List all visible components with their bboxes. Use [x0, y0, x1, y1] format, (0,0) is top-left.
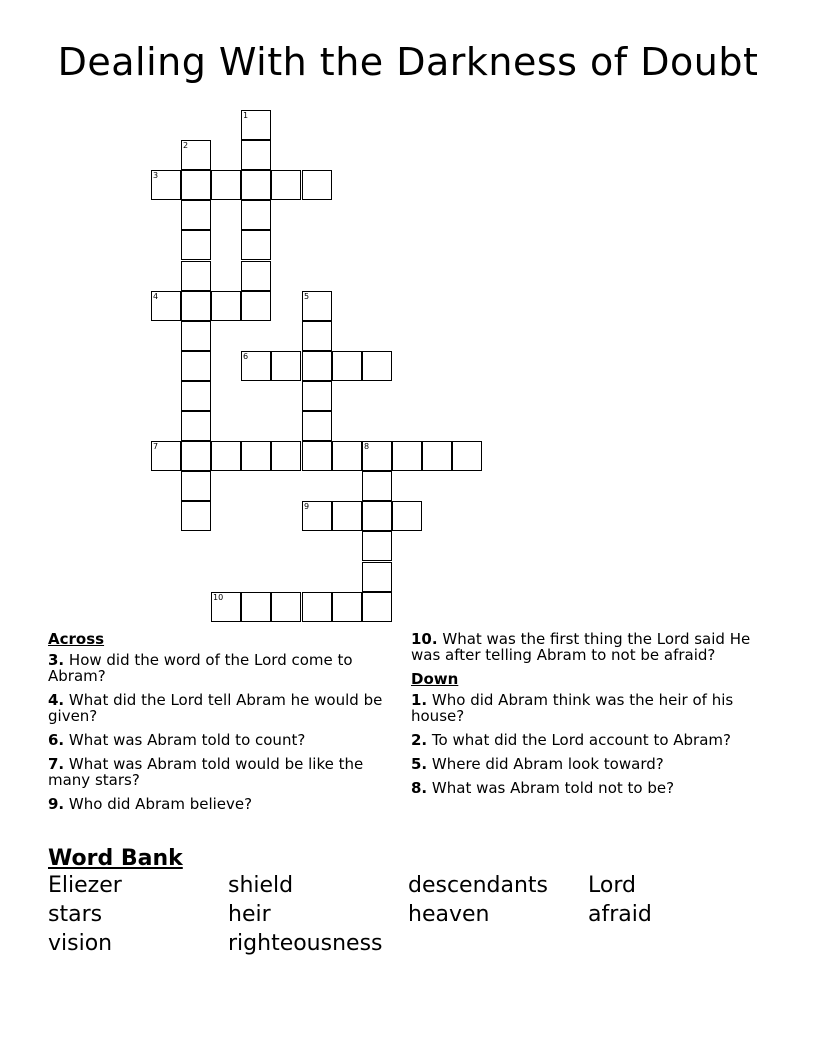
grid-cell[interactable] [241, 351, 271, 381]
clue-text: What did the Lord tell Abram he would be given? [48, 691, 383, 725]
clue-text: Who did Abram believe? [68, 795, 253, 813]
grid-cell[interactable] [241, 261, 271, 291]
grid-cell[interactable] [362, 501, 392, 531]
grid-cell[interactable] [181, 441, 211, 471]
grid-cell[interactable] [332, 351, 362, 381]
grid-cell[interactable] [211, 291, 241, 321]
clue-text: What was the first thing the Lord said He was after telling Abram to not be afraid? [411, 630, 751, 664]
grid-cell[interactable] [362, 351, 392, 381]
word-bank-item: righteousness [228, 931, 383, 956]
grid-cell[interactable] [302, 441, 332, 471]
grid-cell[interactable] [302, 321, 332, 351]
grid-cell[interactable] [211, 441, 241, 471]
grid-cell[interactable] [332, 441, 362, 471]
clue-text: What was Abram told not to be? [431, 779, 675, 797]
word-bank-item: heaven [408, 902, 490, 927]
grid-cell[interactable] [271, 592, 301, 622]
clue-text: What was Abram told to count? [68, 731, 306, 749]
word-bank [48, 846, 768, 956]
grid-cell[interactable] [241, 230, 271, 260]
word-bank-heading: Word Bank [48, 846, 183, 871]
clue-text: Who did Abram think was the heir of his house? [411, 691, 734, 725]
clue-down-2 [411, 732, 766, 748]
cell-number: 1 [243, 111, 249, 120]
grid-cell[interactable] [241, 291, 271, 321]
word-bank-item: Lord [588, 873, 636, 898]
grid-cell[interactable] [181, 230, 211, 260]
clue-number: 3. [48, 651, 65, 669]
grid-cell[interactable] [302, 501, 332, 531]
grid-cell[interactable] [302, 592, 332, 622]
grid-cell[interactable] [392, 501, 422, 531]
cell-number: 3 [153, 171, 159, 180]
cell-number: 4 [153, 292, 159, 301]
grid-cell[interactable] [151, 170, 181, 200]
clue-number: 2. [411, 731, 428, 749]
cell-number: 10 [213, 593, 224, 602]
grid-cell[interactable] [452, 441, 482, 471]
grid-cell[interactable] [362, 441, 392, 471]
grid-cell[interactable] [181, 170, 211, 200]
across-heading: Across [48, 630, 105, 648]
word-bank-item: descendants [408, 873, 549, 898]
grid-cell[interactable] [302, 411, 332, 441]
clue-across-10 [411, 631, 766, 663]
grid-cell[interactable] [151, 441, 181, 471]
grid-cell[interactable] [302, 170, 332, 200]
grid-cell[interactable] [362, 592, 392, 622]
grid-cell[interactable] [271, 351, 301, 381]
grid-cell[interactable] [392, 441, 422, 471]
grid-cell[interactable] [302, 381, 332, 411]
grid-cell[interactable] [241, 200, 271, 230]
grid-cell[interactable] [181, 140, 211, 170]
clue-text: What was Abram told would be like the many stars? [48, 755, 364, 789]
cell-number: 9 [304, 502, 310, 511]
cell-number: 8 [364, 442, 370, 451]
grid-cell[interactable] [241, 592, 271, 622]
down-heading: Down [411, 670, 459, 688]
word-bank-item: stars [48, 902, 103, 927]
grid-cell[interactable] [181, 471, 211, 501]
clues-column-left [48, 631, 393, 820]
clues-column-right [411, 631, 766, 804]
grid-cell[interactable] [181, 411, 211, 441]
word-bank-list [48, 873, 768, 956]
clue-number: 6. [48, 731, 65, 749]
clue-number: 7. [48, 755, 65, 773]
grid-cell[interactable] [362, 471, 392, 501]
cell-number: 5 [304, 292, 310, 301]
clue-down-1 [411, 692, 766, 724]
grid-cell[interactable] [241, 441, 271, 471]
grid-cell[interactable] [181, 321, 211, 351]
clue-across-6 [48, 732, 393, 748]
clue-text: To what did the Lord account to Abram? [431, 731, 731, 749]
word-bank-item: afraid [588, 902, 652, 927]
cell-number: 6 [243, 352, 249, 361]
grid-cell[interactable] [271, 441, 301, 471]
clue-across-7 [48, 756, 393, 788]
grid-cell[interactable] [422, 441, 452, 471]
grid-cell[interactable] [181, 351, 211, 381]
cell-number: 2 [183, 141, 189, 150]
clue-across-4 [48, 692, 393, 724]
clue-across-3 [48, 652, 393, 684]
grid-cell[interactable] [241, 110, 271, 140]
grid-cell[interactable] [332, 592, 362, 622]
grid-cell[interactable] [151, 291, 181, 321]
clue-number: 5. [411, 755, 428, 773]
grid-cell[interactable] [211, 592, 241, 622]
grid-cell[interactable] [362, 531, 392, 561]
word-bank-item: vision [48, 931, 113, 956]
word-bank-item: heir [228, 902, 271, 927]
grid-cell[interactable] [181, 501, 211, 531]
clue-text: Where did Abram look toward? [431, 755, 664, 773]
clue-number: 10. [411, 630, 438, 648]
clue-across-9 [48, 796, 393, 812]
grid-cell[interactable] [181, 381, 211, 411]
grid-cell[interactable] [302, 351, 332, 381]
grid-cell[interactable] [332, 501, 362, 531]
grid-cell[interactable] [271, 170, 301, 200]
clue-text: How did the word of the Lord come to Abram? [48, 651, 353, 685]
grid-cell[interactable] [181, 291, 211, 321]
clue-number: 8. [411, 779, 428, 797]
grid-cell[interactable] [181, 261, 211, 291]
clue-number: 1. [411, 691, 428, 709]
grid-cell[interactable] [362, 562, 392, 592]
word-bank-item: Eliezer [48, 873, 122, 898]
grid-cell[interactable] [302, 291, 332, 321]
grid-cell[interactable] [181, 200, 211, 230]
puzzle-title: Dealing With the Darkness of Doubt [57, 40, 759, 84]
grid-cell[interactable] [241, 170, 271, 200]
word-bank-item: shield [228, 873, 294, 898]
clue-number: 4. [48, 691, 65, 709]
clue-down-5 [411, 756, 766, 772]
cell-number: 7 [153, 442, 159, 451]
grid-cell[interactable] [211, 170, 241, 200]
clue-number: 9. [48, 795, 65, 813]
clue-down-8 [411, 780, 766, 796]
grid-cell[interactable] [241, 140, 271, 170]
